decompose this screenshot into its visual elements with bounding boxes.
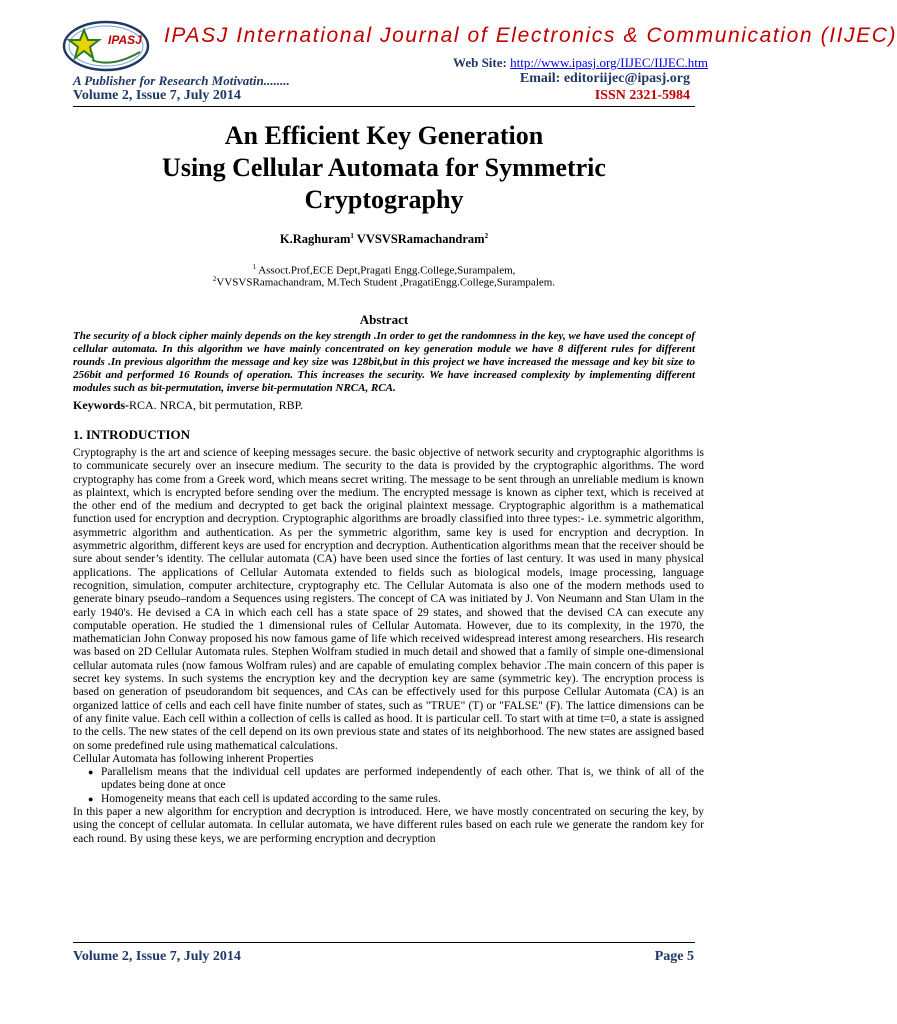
website-line bbox=[453, 55, 708, 71]
website-link[interactable]: http://www.ipasj.org/IIJEC/IIJEC.htm bbox=[510, 55, 708, 70]
affiliation-2: $^2$VVSVSRamachandram, M.Tech Student ,PragatiEngg.College,Surampalem. bbox=[212, 275, 556, 289]
journal-title: IPASJ International Journal of Electronics & Communication (IIJEC) bbox=[164, 24, 897, 47]
page-number: Page 5 bbox=[654, 949, 694, 964]
keywords-line bbox=[73, 398, 695, 413]
title-line-1: An Efficient Key Generation bbox=[224, 121, 544, 150]
publisher-tagline: A Publisher for Research Motivatin........ bbox=[73, 73, 290, 88]
logo-text: IPASJ bbox=[108, 33, 142, 47]
email-address: Email: editoriijec@ipasj.org bbox=[519, 71, 690, 86]
bullet-icon: ● bbox=[88, 767, 94, 778]
list-item: ● Homogeneity means that each cell is updated according to the same rules. bbox=[88, 792, 441, 805]
abstract-text: The security of a block cipher mainly depends on the key strength .In order to get the randomness in the key, we have used the concept of cellular automata. In this algorithm we have mainly concentrated on key generation module we have 8 different rules for different rounds .In previous algorithm the message and key size was 128bit,but in this project we have increased the message and key bit size to 256bit and performed 16 Rounds of operation. This increases the security. We have increased complexity by implementing different modules such as bit-permutation, inverse bit-permutation NRCA, RCA. bbox=[73, 330, 695, 394]
keywords-list: RCA. NRCA, bit permutation, RBP. bbox=[129, 398, 304, 412]
title-line-3: Cryptography bbox=[304, 185, 464, 214]
header-rule bbox=[73, 106, 695, 107]
author-2-sup: 2 bbox=[484, 232, 489, 240]
paper-title bbox=[0, 120, 768, 216]
volume-issue: Volume 2, Issue 7, July 2014 bbox=[73, 88, 241, 103]
website-label: Web Site: bbox=[453, 55, 507, 70]
footer-rule bbox=[73, 942, 695, 943]
paragraph: Cryptography is the art and science of keeping messages secure. the basic objective of network security and cryptographic algorithms is to communicate securely over an insecure medium. The security to the data is provided by the cryptographic algorithms. The word cryptography has come from a Greek word, which means secret writing. The message to be sent through an unreliable medium is known as plaintext, which is encrypted before sending over the medium. The encrypted message is known as cipher text, which is received at the other end of the medium and decrypted to get back the original plaintext message. Cryptographic algorithm is a mathematical function used for encryption and decryption. Cryptographic algorithms are broadly classified into three types:- i.e. symmetric algorithm, asymmetric algorithm and authentication. As per the symmetric algorithm, same key is used for encryption and decryption. In asymmetric algorithm, different keys are used for encryption and decryption. Authentication algorithms mean that the receiver should be sure about sender’s identity. The cellular automata (CA) have been used since the forties of last century. It was used in many physical applications. The applications of Cellular Automata extended to fields such as biological models, image processing, language recognition, simulation, computer architecture, cryptography etc. The Cellular Automata is also one of the modern methods used to generate binary pseudo–random a Sequences using registers. The concept of CA was initiated by J. Von Neumann and Stan Ulam in the early 1940's. He devised a CA in which each cell has a state space of 29 states, and showed that the devised CA can execute any computable operation. He studied the 1 dimensional rules of Cellular Automata. However, due to its complexity, in the 1970, the mathematician John Conway proposed his now famous game of life which received widespread interest among researchers. His research was based on 2D Cellular Automata rules. Stephen Wolfram studied in much detail and showed that a family of simple one-dimensional cellular automata rules (now famous Wolfram rules) and are capable of emulating complex behavior .The main concern of this paper is secret key systems. In such systems the encryption key and the decryption key are same (symmetric key). The encryption process is based on generation of pseudorandom bit sequences, and CAs can be effectively used for this purpose Cellular Automata (CA) is an organized lattice of cells and each cell have finite number of states, such as "TRUE" (T) or "FALSE" (F). The lattice dimensions can be of any finite value. Each cell within a collection of cells is called as hood. It is particular cell. To start with at time t=0, a state is assigned to the cells. The new states of the cell depend on its own previous state and states of its neighborhood. The new states are assigned based on some predefined rule using mathematical calculations. bbox=[73, 447, 704, 752]
author-1: K.Raghuram bbox=[279, 232, 351, 247]
footer-volume: Volume 2, Issue 7, July 2014 bbox=[73, 949, 241, 964]
abstract-heading: Abstract bbox=[359, 312, 409, 327]
author-1-sup: 1 bbox=[350, 232, 354, 240]
issn-number: ISSN 2321-5984 bbox=[594, 88, 690, 103]
affiliation-2-sup: 2 bbox=[212, 275, 217, 283]
list-item: ● Parallelism means that the individual cell updates are performed independently of each other. That is, we think of all of the updates being done at once bbox=[88, 766, 704, 792]
bullet-icon: ● bbox=[88, 793, 94, 804]
affiliation-1-sup: 1 bbox=[252, 263, 257, 271]
author-line bbox=[0, 232, 768, 247]
keywords-label: Keywords- bbox=[73, 398, 129, 412]
section-heading-introduction: 1. INTRODUCTION bbox=[73, 427, 191, 442]
author-2: VVSVSRamachandram bbox=[356, 232, 485, 247]
ipasj-logo-icon bbox=[62, 20, 150, 72]
paragraph: Cellular Automata has following inherent Properties bbox=[73, 752, 314, 765]
paragraph: In this paper a new algorithm for encryption and decryption is introduced. Here, we have mostly concentrated on securing the key, by using the concept of cellular automata. In cellular automata, we have different rules based on each rule we generate the random key for each round. By using these keys, we are performing encryption and decryption bbox=[73, 806, 704, 845]
title-line-2: Using Cellular Automata for Symmetric bbox=[162, 153, 606, 182]
affiliation-1: $^1$ Assoct.Prof,ECE Dept,Pragati Engg.College,Surampalem, bbox=[252, 263, 516, 277]
introduction-body bbox=[73, 447, 704, 846]
properties-list bbox=[73, 766, 704, 806]
